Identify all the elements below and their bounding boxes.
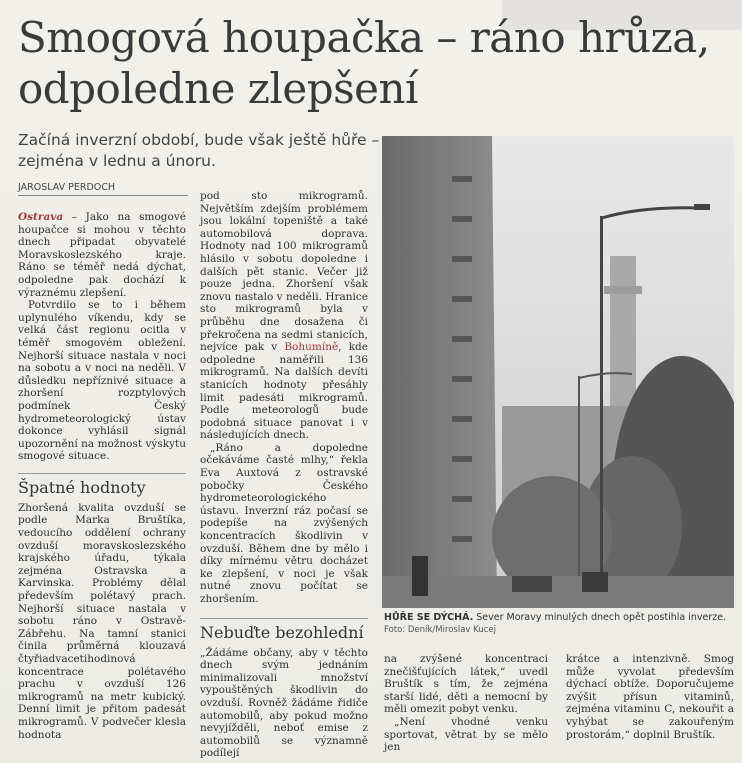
paragraph: na zvýšené koncentraci znečišťujících látek,“ uvedl Bruštík s tím, že zejména starší lidé, děti a nemocní by měli omezit pobyt venku. xyxy=(384,653,548,716)
dateline: Ostrava xyxy=(18,211,64,223)
section-heading: Špatné hodnoty xyxy=(18,473,186,498)
quote-paragraph: „Ráno a dopoledne očekáváme časté mlhy,“ řekla Eva Auxtová z ostravské pobočky Českého hydrometeorologického ústavu. Inverzní ráz počasí se podepíše na zvýšených koncentracích škodlivin v ovzduší. Během dne by mělo i díky mírnému větru docházet ke zlepšení, v noci je však nutné znovu počítat se zhoršením. xyxy=(200,441,368,605)
caption-title: HŮŘE SE DÝCHÁ. xyxy=(384,612,474,623)
photo-credit: Foto: Deník/Miroslav Kucej xyxy=(384,625,496,635)
lead-paragraph xyxy=(18,211,186,299)
paragraph xyxy=(200,190,368,442)
subheadline: Začíná inverzní období, bude však ještě hůře – zejména v lednu a únoru. xyxy=(18,131,380,170)
paragraph-text: , kde odpoledne naměřili 136 mikrogramů. Na dalších devíti stanicích hodnoty přesáhly limit padesáti mikrogramů. Podle meteorologů bude podobná situace panovat i v následujících dnech. xyxy=(200,341,368,442)
article-column-3 xyxy=(384,653,548,754)
paragraph: Zhoršená kvalita ovzduší se podle Marka Bruštíka, vedoucího oddělení ochrany ovzduší moravskoslezského krajského úřadu, týkala zejména Ostravska a Karvinska. Problémy dělal především polétavý prach. Nejhorší situace nastala v sobotu ráno v Ostravě-Zábřehu. Na tamní stanici činila průměrná klouzavá čtyřiadvacetihodinová koncentrace polétavého prachu v ovzduší 126 mikrogramů na metr kubický. Denní limit je přitom padesát mikrogramů. V podvečer klesla hodnota xyxy=(18,501,186,741)
headline: Smogová houpačka – ráno hrůza, odpoledne zlepšení xyxy=(18,13,710,113)
author-byline: JAROSLAV PERDOCH xyxy=(18,182,188,196)
caption-line xyxy=(384,611,734,624)
article-column-1 xyxy=(18,211,186,741)
place-name: Bohumíně xyxy=(284,341,339,354)
paragraph: Potvrdilo se to i během uplynulého víkendu, kdy se velká část regionu ocitla v téměř smogovém obležení. Nejhorší situace nastala v noci na sobotu a v noci na neděli. V důsledku nepříznivé situace a zhoršení rozptylových podmínek Český hydrometeorologický ústav dokonce vyhlásil signál upozornění na možnost výskytu smogové situace. xyxy=(18,299,186,463)
article-column-2 xyxy=(200,190,368,760)
article-column-4 xyxy=(566,653,734,741)
section-heading: Nebuďte bezohlední xyxy=(200,618,368,643)
caption-text: Sever Moravy minulých dnech opět postihla inverze. xyxy=(473,612,727,623)
paragraph: krátce a intenzivně. Smog může vyvolat především dýchací obtíže. Doporučujeme zvýšit přísun vitaminů, zejména vitaminu C, nekouřit a vyhýbat se zakouřeným prostorám,“ doplnil Bruštík. xyxy=(566,653,734,741)
paragraph-text: pod sto mikrogramů. Největším zdejším problémem jsou lokální topeniště a také automobilová doprava. Hodnoty nad 100 mikrogramů hlásilo v sobotu dopoledne i dalších pět stanic. Večer již pouze jedna. Zhoršení však znovu nastalo v neděli. Hranice sto mikrogramů byla v průběhu dne dosažena či překročena na sedmi stanicích, nejvíce pak v xyxy=(200,190,368,354)
quote-paragraph: „Žádáme občany, aby v těchto dnech svým jednáním minimalizovali množství vypouštěných škodlivin do ovzduší. Rovněž žádáme řidiče automobilů, aby pokud možno nevyjížděli, neboť emise z automobilů se významně podílejí xyxy=(200,646,368,760)
photo-caption xyxy=(384,611,734,637)
street-photo xyxy=(382,136,734,608)
lead-text: – Jako na smogové houpačce si mohou v těchto dnech připadat obyvatelé Moravskoslezského kraje. Ráno se téměř nedá dýchat, odpoledne pak dochází k výraznému zlepšení. xyxy=(18,211,186,299)
quote-paragraph: „Není vhodné venku sportovat, větrat by se mělo jen xyxy=(384,715,548,754)
